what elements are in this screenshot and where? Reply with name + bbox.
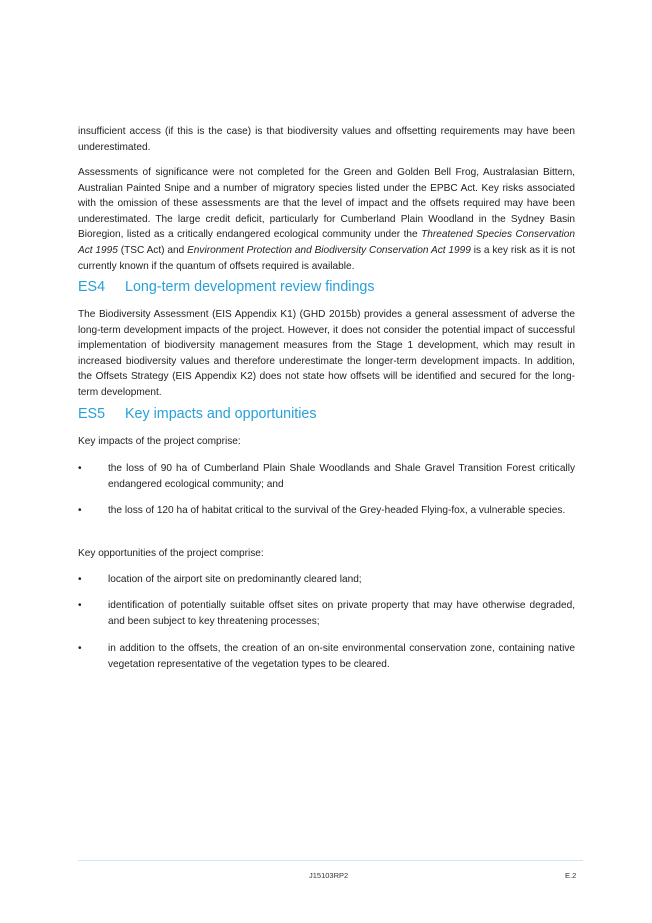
- list-item: [78, 503, 575, 519]
- heading-es5: [78, 405, 575, 423]
- bullet-icon: •: [78, 600, 82, 611]
- heading-es4-title: Long-term development review findings: [125, 279, 375, 295]
- heading-es5-number: ES5: [78, 406, 106, 422]
- heading-es4-number: ES4: [78, 279, 106, 295]
- footer-divider: [78, 860, 583, 861]
- bullet-icon: •: [78, 643, 82, 654]
- list-item-text: location of the airport site on predominantly cleared land;: [108, 574, 362, 585]
- bullet-icon: •: [78, 574, 82, 585]
- paragraph-assessments-text-a: Assessments of significance were not completed for the Green and Golden Bell Frog, Australasian Bittern, Australian Painted Snipe and a number of migratory species listed under the EPBC Act. Key risks associated with the omission of these assessments are that the level of impact and the offsets required may have been underestimated. The large credit deficit, particularly for Cumberland Plain Woodland in the Sydney Basin Bioregion, listed as a critically endangered ecological community under the: [78, 167, 575, 241]
- list-item-text: the loss of 120 ha of habitat critical to the survival of the Grey-headed Flying-fox, a vulnerable species.: [108, 505, 566, 516]
- paragraph-es4: The Biodiversity Assessment (EIS Appendix K1) (GHD 2015b) provides a general assessment of adverse the long-term development impacts of the project. However, it does not consider the potential impact of successful implementation of biodiversity management measures from the Stage 1 development, which may result in increased biodiversity values and therefore underestimate the longer-term development impacts. In addition, the Offsets Strategy (EIS Appendix K2) does not state how offsets will be identified and secured for the long-term development.: [78, 309, 575, 398]
- bullet-icon: •: [78, 463, 82, 474]
- list-item-text: the loss of 90 ha of Cumberland Plain Shale Woodlands and Shale Gravel Transition Forest critically endangered ecological community; and: [108, 463, 575, 490]
- act-epbc: Environment Protection and Biodiversity Conservation Act 1999: [187, 244, 471, 256]
- heading-es5-title: Key impacts and opportunities: [125, 406, 317, 422]
- list-item-text: identification of potentially suitable offset sites on private property that may have otherwise degraded, and been subject to key threatening processes;: [108, 600, 575, 627]
- paragraph-assessments-text-b: (TSC Act) and: [117, 244, 188, 256]
- opportunities-intro: Key opportunities of the project comprise:: [78, 548, 264, 559]
- list-item: [78, 598, 575, 629]
- list-item: [78, 461, 575, 492]
- list-item-text: in addition to the offsets, the creation of an on-site environmental conservation zone, containing native vegetation representative of the vegetation types to be cleared.: [108, 643, 575, 670]
- paragraph-assessments-text-c: is a key risk as it is not currently known if the quantum of offsets required is available.: [78, 244, 576, 272]
- list-item: [78, 641, 575, 672]
- act-tsc: Threatened Species Conservation Act 1995: [78, 229, 575, 256]
- list-item: [78, 572, 575, 588]
- paragraph-assessments: [78, 165, 575, 274]
- footer-report-number: J15103RP2: [309, 871, 349, 880]
- paragraph-access: insufficient access (if this is the case) is that biodiversity values and offsetting requirements may have been underestimated.: [78, 126, 575, 153]
- heading-es4: [78, 278, 575, 296]
- footer-page-number: E.2: [565, 871, 577, 880]
- impacts-intro: Key impacts of the project comprise:: [78, 436, 241, 447]
- bullet-icon: •: [78, 505, 82, 516]
